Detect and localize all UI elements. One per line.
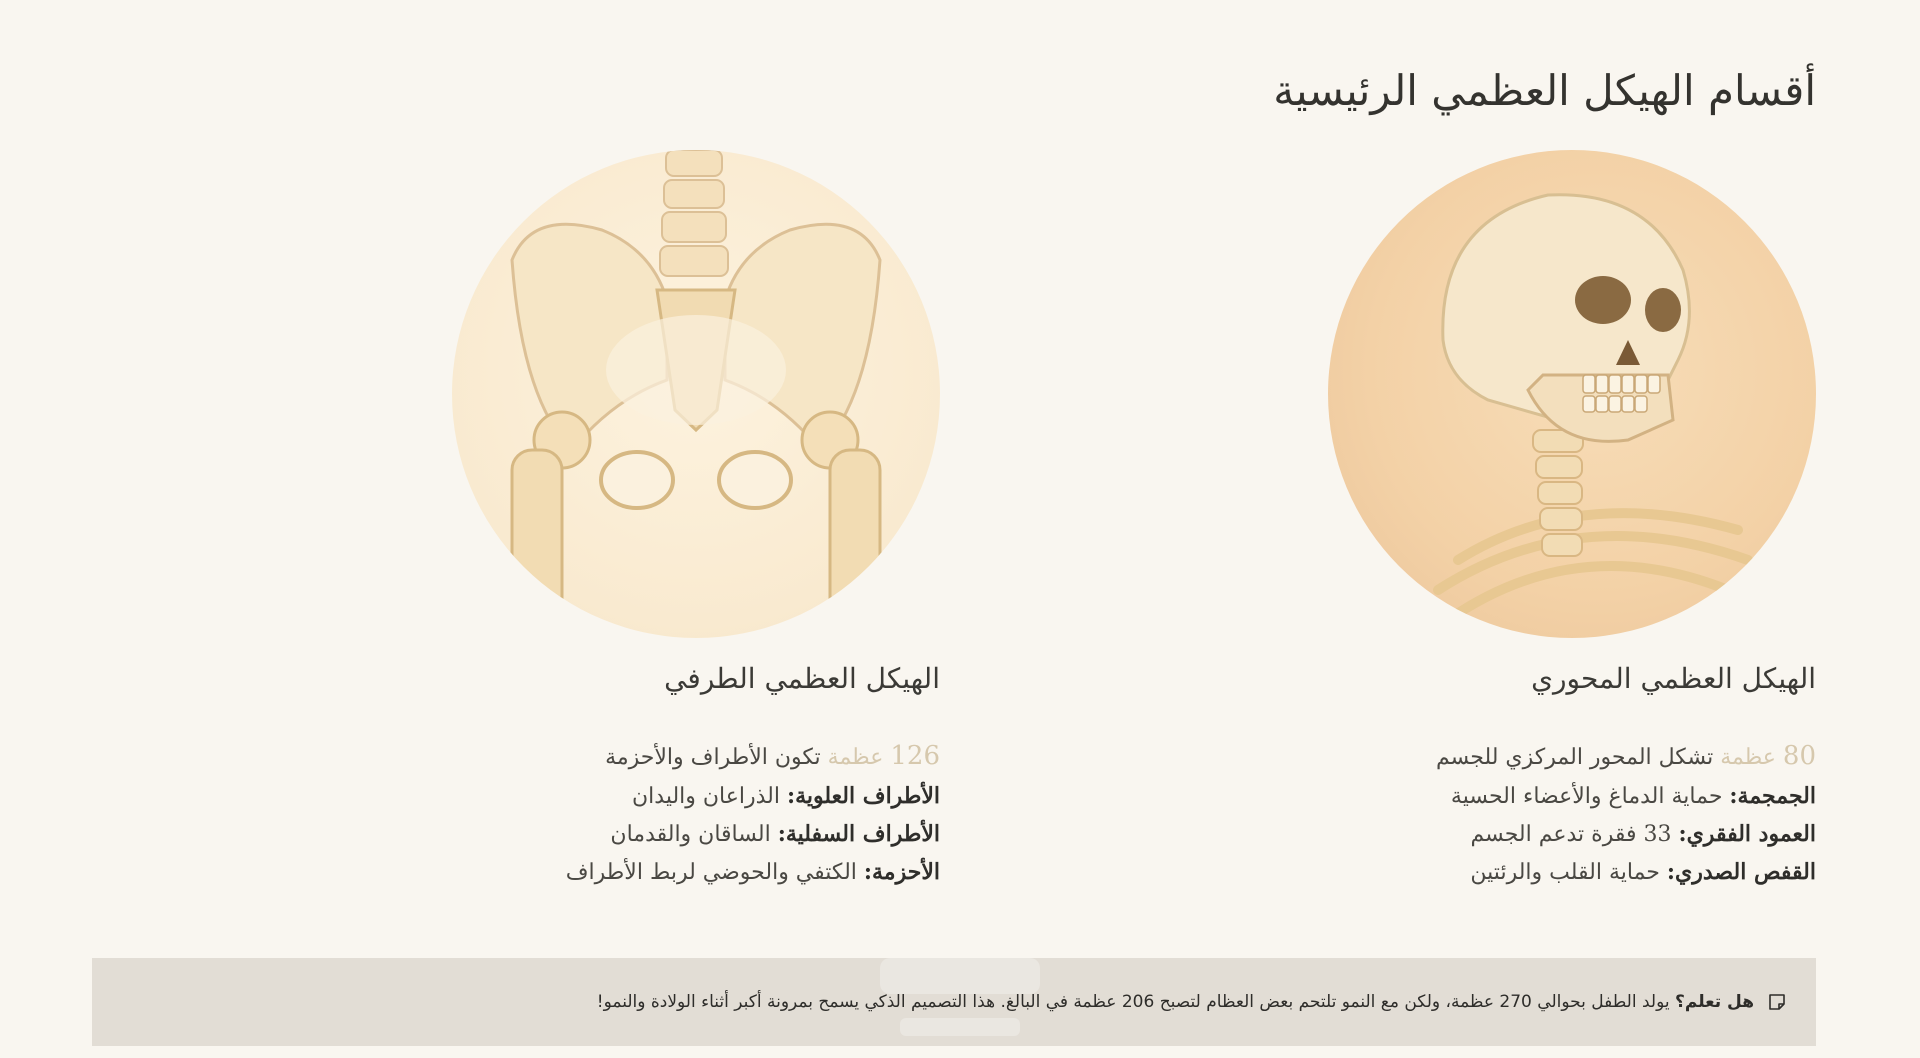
fact-text (597, 992, 1754, 1012)
fact-lead: هل تعلم؟ (1675, 992, 1754, 1012)
detail-term: القفص الصدري: (1666, 859, 1816, 885)
axial-summary (1316, 741, 1816, 771)
appendicular-count-unit: عظمة (827, 745, 884, 770)
detail-text: 33 فقرة تدعم الجسم (1470, 822, 1672, 847)
did-you-know-box (92, 958, 1816, 1046)
detail-term: الجمجمة: (1729, 783, 1816, 809)
detail-text: حماية الدماغ والأعضاء الحسية (1450, 784, 1723, 809)
fact-body: يولد الطفل بحوالي 270 عظمة، ولكن مع النمو تلتحم بعض العظام لتصبح 206 عظمة في البالغ. هذا التصميم الذكي يسمح بمرونة أكبر أثناء الولادة والنمو! (596, 992, 1670, 1012)
appendicular-summary (440, 741, 940, 771)
detail-term: العمود الفقري: (1678, 821, 1816, 847)
detail-term: الأطراف السفلية: (777, 821, 940, 847)
appendicular-detail-lower-limbs (440, 821, 940, 847)
detail-text: الكتفي والحوضي لربط الأطراف (565, 860, 857, 885)
detail-text: الذراعان واليدان (632, 784, 780, 809)
detail-term: الأطراف العلوية: (786, 783, 940, 809)
note-icon (1768, 993, 1786, 1011)
detail-term: الأحزمة: (863, 859, 940, 885)
page-title: أقسام الهيكل العظمي الرئيسية (1273, 66, 1816, 115)
axial-count-unit: عظمة (1720, 745, 1776, 770)
axial-bone-count: 80 (1782, 741, 1816, 771)
appendicular-title: الهيكل العظمي الطرفي (664, 662, 940, 695)
axial-title: الهيكل العظمي المحوري (1531, 662, 1816, 695)
appendicular-detail-girdles (440, 859, 940, 885)
axial-skeleton-section (1316, 150, 1816, 885)
axial-detail-spine (1316, 821, 1816, 847)
appendicular-bone-count: 126 (890, 741, 940, 771)
appendicular-detail-upper-limbs (440, 783, 940, 809)
detail-text: الساقان والقدمان (610, 822, 771, 847)
axial-detail-ribcage (1316, 859, 1816, 885)
pelvis-image (452, 150, 940, 638)
axial-summary-text: تشكل المحور المركزي للجسم (1435, 745, 1714, 770)
appendicular-summary-text: تكون الأطراف والأحزمة (605, 745, 821, 770)
appendicular-skeleton-section (440, 150, 940, 885)
detail-text: حماية القلب والرئتين (1470, 860, 1660, 885)
skull-image (1328, 150, 1816, 638)
axial-detail-skull (1316, 783, 1816, 809)
